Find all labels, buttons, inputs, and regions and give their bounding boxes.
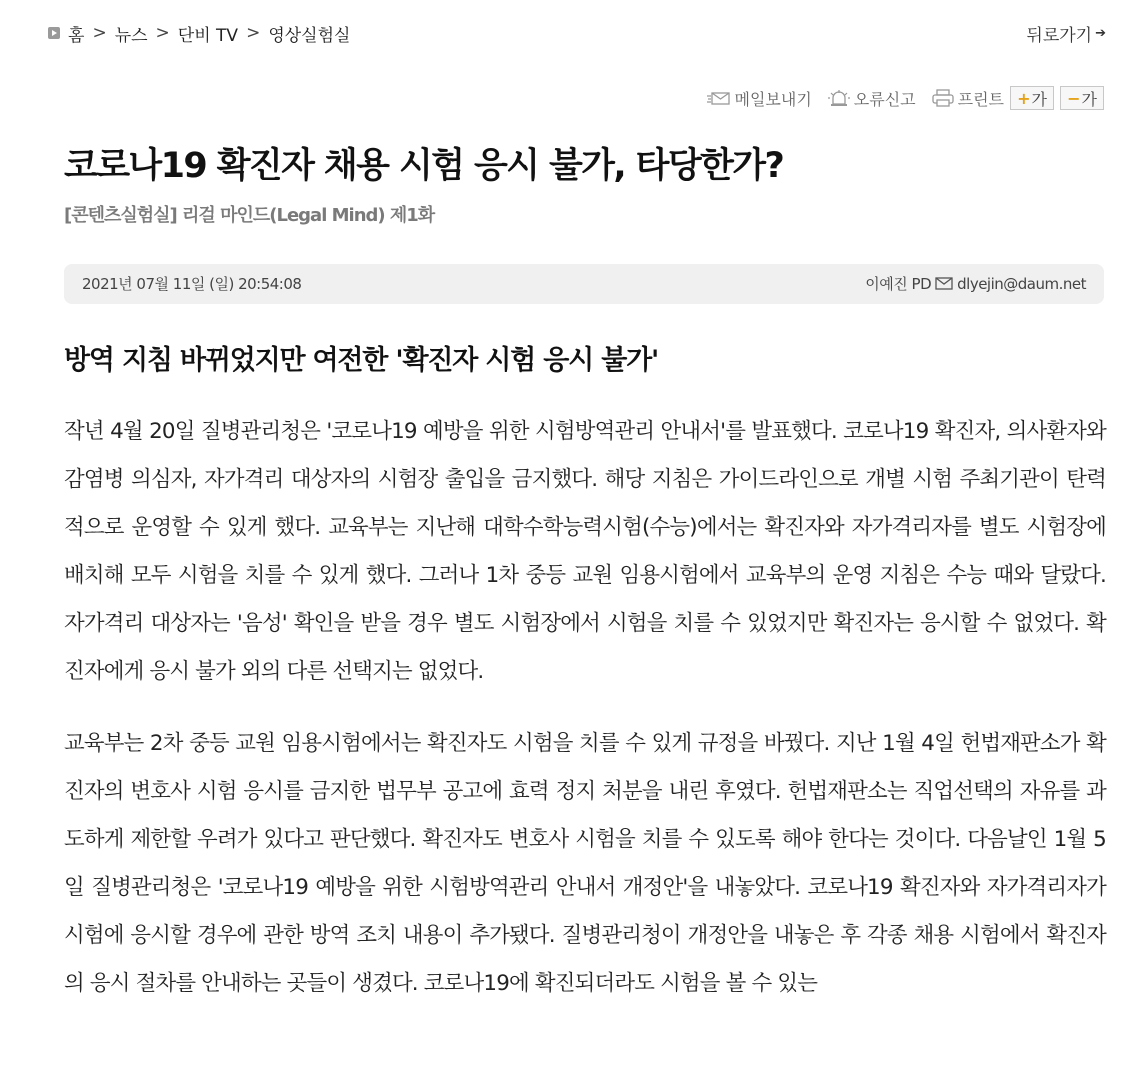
breadcrumb-separator: > [246,23,261,43]
article-meta [64,264,1104,304]
publish-date: 2021년 07월 11일 (일) 20:54:08 [82,275,302,293]
back-label: 뒤로가기 [1026,25,1093,46]
font-increase-label: 가 [1031,89,1047,109]
font-decrease-button[interactable] [1060,86,1104,110]
print-button[interactable] [932,87,1004,110]
breadcrumb-home[interactable]: 홈 [68,25,85,46]
article-tools [691,86,1104,110]
breadcrumb [48,21,350,46]
printer-icon [932,89,954,107]
mail-label: 메일보내기 [734,89,812,109]
paragraph: 교육부는 2차 중등 교원 임용시험에서는 확진자도 시험을 치를 수 있게 규정을 바꿨다. 지난 1월 4일 헌법재판소가 확진자의 변호사 시험 응시를 금지한 법무부 공고에 효력 정지 처분을 내린 후였다. 헌법재판소는 직업선택의 자유를 과도하게 제한할 우려가 있다고 판단했다. 확진자도 변호사 시험을 치를 수 있도록 해야 한다는 것이다. 다음날인 1월 5일 질병관리청은 '코로나19 예방을 위한 시험방역관리 안내서 개정안'을 내놓았다. 코로나19 확진자와 자가격리자가 시험에 응시할 경우에 관한 방역 조치 내용이 추가됐다. 질병관리청이 개정안을 내놓은 후 각종 채용 시험에서 확진자의 응시 절차를 안내하는 곳들이 생겼다. 코로나19에 확진되더라도 시험을 볼 수 있는 [64,731,1106,996]
mail-send-icon [707,90,731,106]
breadcrumb-video-lab[interactable]: 영상실험실 [268,25,351,46]
top-bar [48,20,1106,46]
breadcrumb-separator: > [155,23,170,43]
section-heading: 방역 지침 바뀌었지만 여전한 '확진자 시험 응시 불가' [64,345,659,376]
paragraph: 작년 4월 20일 질병관리청은 '코로나19 예방을 위한 시험방역관리 안내서'를 발표했다. 코로나19 확진자, 의사환자와 감염병 의심자, 자가격리 대상자의 시험장 출입을 금지했다. 해당 지침은 가이드라인으로 개별 시험 주최기관이 탄력적으로 운영할 수 있게 했다. 교육부는 지난해 대학수학능력시험(수능)에서는 확진자와 자가격리자를 별도 시험장에 배치해 모두 시험을 치를 수 있게 했다. 그러나 1차 중등 교원 임용시험에서 교육부의 운영 지침은 수능 때와 달랐다. 자가격리 대상자는 '음성' 확인을 받을 경우 별도 시험장에서 시험을 치를 수 있었지만 확진자는 응시할 수 없었다. 확진자에게 응시 불가 외의 다른 선택지는 없었다. [64,419,1106,684]
minus-icon: − [1067,88,1081,108]
arrow-right-icon: ➔ [1095,25,1106,41]
font-increase-button[interactable] [1010,86,1054,110]
plus-icon: + [1017,88,1031,108]
report-error-button[interactable] [828,87,916,110]
back-button[interactable] [1026,21,1106,46]
breadcrumb-danbi-tv[interactable]: 단비 TV [177,25,239,46]
article-subtitle: [콘텐츠실험실] 리걸 마인드(Legal Mind) 제1화 [64,205,435,226]
mail-button[interactable] [707,87,812,110]
article-body [64,408,1106,1032]
breadcrumb-news[interactable]: 뉴스 [114,25,148,46]
author-email[interactable]: dlyejin@daum.net [957,274,1086,293]
siren-icon [828,89,850,107]
report-label: 오류신고 [853,89,916,109]
breadcrumb-separator: > [92,23,107,43]
envelope-icon [935,277,953,290]
author-name: 이예진 PD [865,275,932,293]
print-label: 프린트 [957,89,1004,109]
home-icon[interactable] [48,27,60,39]
author-info [865,273,1086,294]
article-title: 코로나19 확진자 채용 시험 응시 불가, 타당한가? [64,146,784,186]
font-decrease-label: 가 [1081,89,1097,109]
